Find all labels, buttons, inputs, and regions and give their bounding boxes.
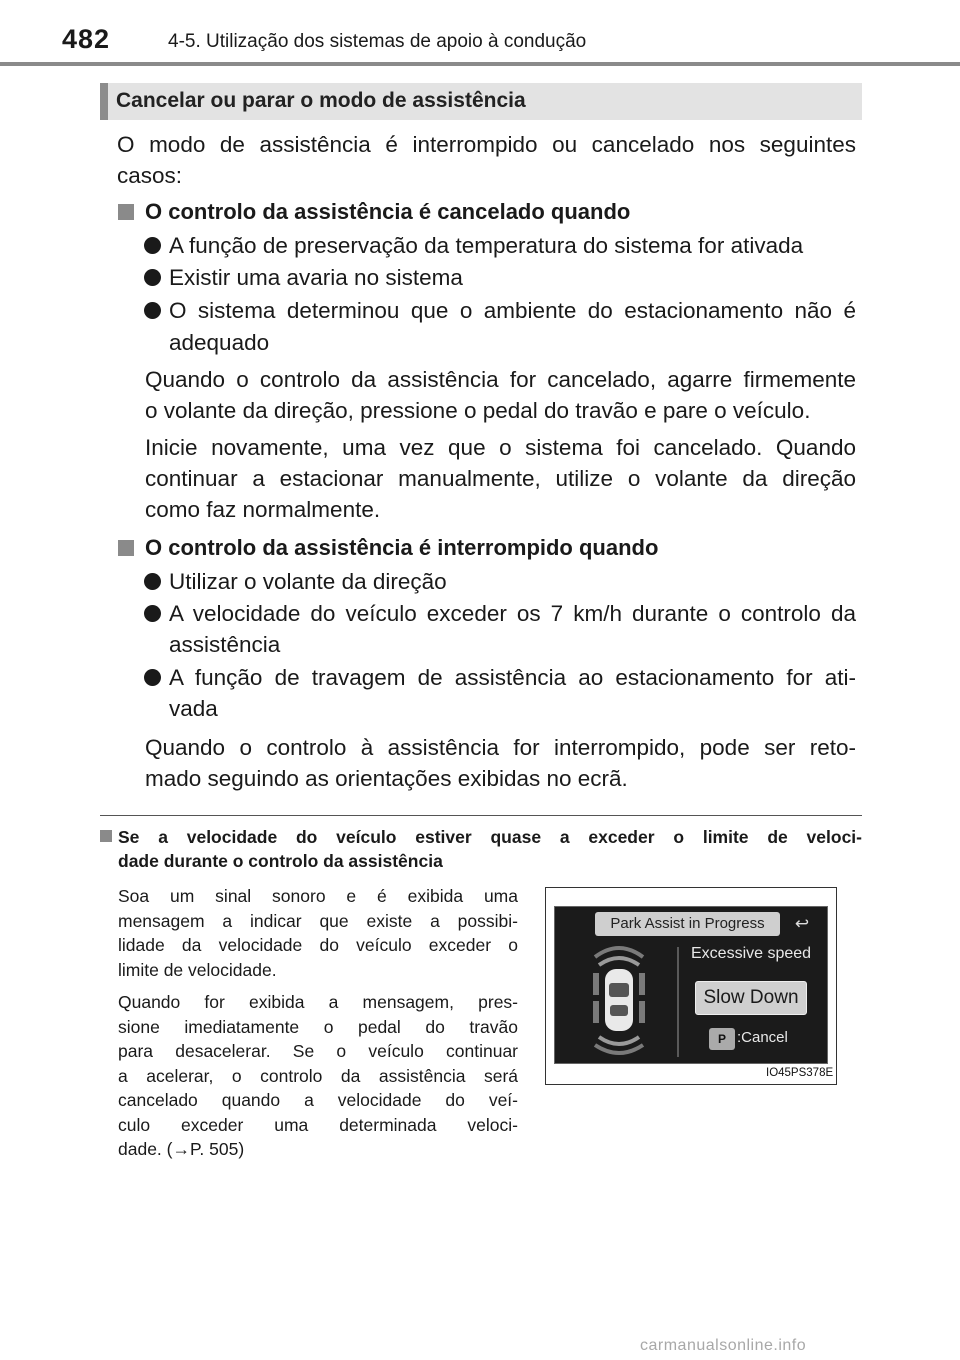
interrupt-item-2-line-1: A velocidade do veículo exceder os 7 km/h durante o controlo da xyxy=(169,601,856,626)
note-p1-line: Soa um sinal sonoro e é exibida uma xyxy=(118,886,518,906)
car-top-view-icon xyxy=(555,937,675,1063)
cancel-label: :Cancel xyxy=(737,1029,788,1046)
note-heading xyxy=(118,825,862,873)
cancel-item-3-line-1: O sistema determinou que o ambiente do estacionamento não é xyxy=(169,298,856,323)
cancel-para-2-line-2: continuar a estacionar manualmente, utilize o volante da direção xyxy=(145,466,856,491)
note-p1-line: limite de velocidade. xyxy=(118,959,277,980)
cancel-heading: O controlo da assistência é cancelado quando xyxy=(145,199,631,224)
note-paragraph-2 xyxy=(118,990,518,1162)
interrupt-para-line-1: Quando o controlo à assistência for interrompido, pode ser reto- xyxy=(145,735,856,760)
cancel-para-1-line-1: Quando o controlo da assistência for cancelado, agarre firmemente xyxy=(145,367,856,392)
interrupt-para-line-2: mado seguindo as orientações exibidas no ecrã. xyxy=(145,766,628,791)
cancel-para-1-line-2: o volante da direção, pressione o pedal do travão e pare o veículo. xyxy=(145,398,811,423)
intro-line-1: O modo de assistência é interrompido ou cancelado nos seguintes xyxy=(117,132,856,157)
note-paragraph-1 xyxy=(118,884,518,982)
vehicle-sensor-graphic xyxy=(555,937,675,1063)
note-p1-line: lidade da velocidade do veículo exceder o xyxy=(118,935,518,955)
header-rule xyxy=(0,62,960,66)
note-heading-line-1: Se a velocidade do veículo estiver quase a exceder o limite de veloci- xyxy=(118,827,862,847)
square-bullet-icon xyxy=(118,540,134,556)
note-square-icon xyxy=(100,830,112,842)
note-p1-line: mensagem a indicar que existe a possibi- xyxy=(118,910,518,931)
interrupt-item-3-line-1: A função de travagem de assistência ao estacionamento for ati- xyxy=(169,665,856,690)
square-bullet-icon xyxy=(118,204,134,220)
interrupt-item-1: Utilizar o volante da direção xyxy=(169,569,447,594)
cancel-para-2-line-3: como faz normalmente. xyxy=(145,497,381,522)
intro-line-2: casos: xyxy=(117,163,183,188)
section-title: Cancelar ou parar o modo de assistência xyxy=(116,89,526,112)
section-accent xyxy=(100,83,108,120)
note-p2-line: culo exceder uma determinada veloci- xyxy=(118,1114,518,1135)
screen-title: Park Assist in Progress xyxy=(595,912,780,936)
page-number: 482 xyxy=(62,24,111,54)
bullet-dot-icon xyxy=(144,669,161,686)
cancel-item-3-line-2: adequado xyxy=(169,330,270,355)
excessive-speed-message: Excessive speed xyxy=(691,945,812,962)
note-p2-line: a acelerar, o controlo da assistência será xyxy=(118,1065,518,1086)
interrupt-item-3-line-2: vada xyxy=(169,696,218,721)
bullet-dot-icon xyxy=(144,237,161,254)
watermark: carmanualsonline.info xyxy=(640,1337,807,1354)
cancel-item-1: A função de preservação da temperatura do sistema for ativada xyxy=(169,233,804,258)
section-divider xyxy=(100,815,862,816)
chapter-title: 4-5. Utilização dos sistemas de apoio à condução xyxy=(168,31,587,52)
return-arrow-icon: ↩ xyxy=(794,914,810,933)
parking-assist-button-icon: P xyxy=(709,1028,735,1050)
note-p2-line: sione imediatamente o pedal do travão xyxy=(118,1016,518,1037)
bullet-dot-icon xyxy=(144,605,161,622)
screen-divider xyxy=(677,947,679,1057)
note-p2-line: cancelado quando a velocidade do veí- xyxy=(118,1090,518,1110)
note-p2-line: dade. (→P. 505) xyxy=(118,1139,245,1159)
bullet-dot-icon xyxy=(144,573,161,590)
figure-code: IO45PS378E xyxy=(766,1067,834,1079)
interrupt-item-2-line-2: assistência xyxy=(169,632,281,657)
section-title-bar xyxy=(100,83,862,120)
slow-down-label: Slow Down xyxy=(695,981,807,1015)
park-assist-screen xyxy=(554,906,828,1064)
note-p2-line: Quando for exibida a mensagem, pres- xyxy=(118,992,518,1012)
note-p2-line: para desacelerar. Se o veículo continuar xyxy=(118,1041,518,1061)
cancel-para-2-line-1: Inicie novamente, uma vez que o sistema foi cancelado. Quando xyxy=(145,435,856,460)
bullet-dot-icon xyxy=(144,302,161,319)
bullet-dot-icon xyxy=(144,269,161,286)
note-heading-line-2: dade durante o controlo da assistência xyxy=(118,851,443,871)
cancel-item-2: Existir uma avaria no sistema xyxy=(169,265,463,290)
interrupt-heading: O controlo da assistência é interrompido quando xyxy=(145,535,659,560)
